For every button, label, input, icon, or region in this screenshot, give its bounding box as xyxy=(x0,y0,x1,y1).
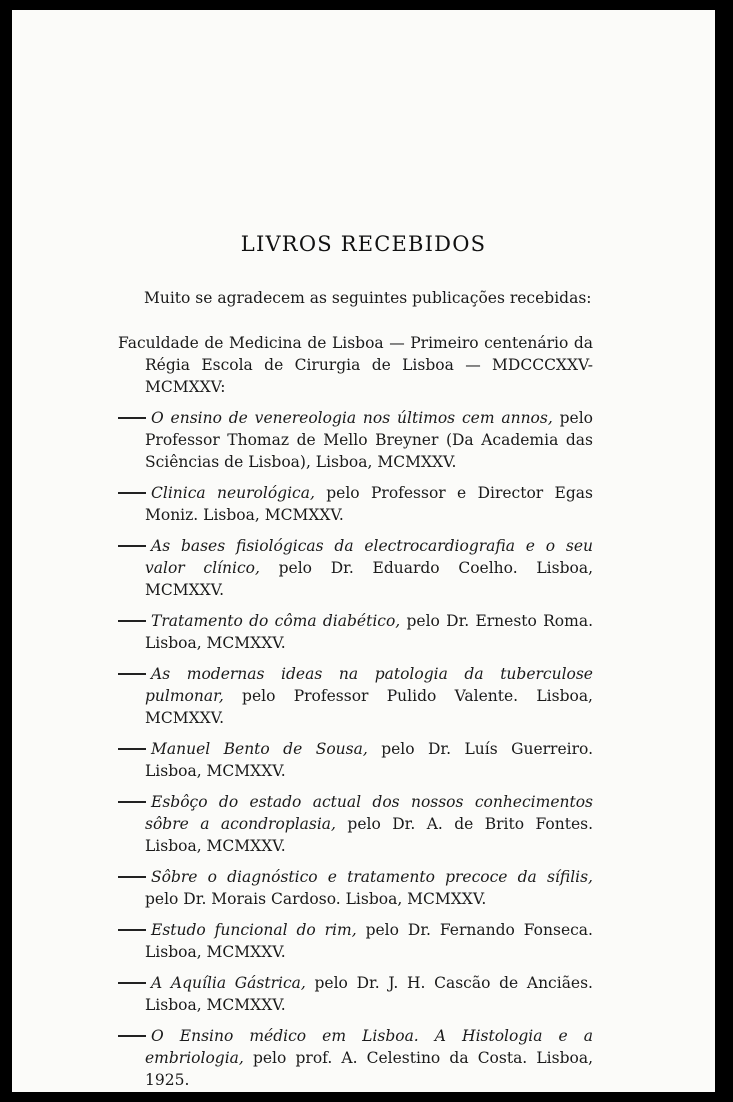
entry-text: pelo Professor e Director Egas Moniz. Lisboa, MCMXXV. xyxy=(145,484,593,524)
list-item xyxy=(118,1025,593,1091)
list-item xyxy=(118,535,593,601)
dash-rule xyxy=(118,417,146,419)
dash-rule xyxy=(118,876,146,878)
entry-text: pelo Dr. J. H. Cascão de Anciães. Lisboa, MCMXXV. xyxy=(145,974,593,1014)
list-item xyxy=(118,866,593,910)
list-item xyxy=(118,972,593,1016)
entry-title: Esbôço do estado actual dos nossos conhecimentos sôbre a acondroplasia, xyxy=(145,793,593,833)
entry-title: Manuel Bento de Sousa, xyxy=(151,740,368,758)
dash-rule xyxy=(118,545,146,547)
entry-title: A Aquília Gástrica, xyxy=(151,974,306,992)
list-item xyxy=(118,919,593,963)
list-item xyxy=(118,482,593,526)
dash-rule xyxy=(118,492,146,494)
list-item xyxy=(118,332,593,398)
dash-rule xyxy=(118,982,146,984)
publication-list xyxy=(118,332,593,1091)
entry-text: pelo Dr. Morais Cardoso. Lisboa, MCMXXV. xyxy=(145,890,487,908)
entry-text: pelo Dr. Ernesto Roma. Lisboa, MCMXXV. xyxy=(145,612,593,652)
intro-text: Muito se agradecem as seguintes publicações recebidas: xyxy=(144,289,592,307)
entry-text: pelo Dr. A. de Brito Fontes. Lisboa, MCMXXV. xyxy=(145,815,593,855)
entry-title: O ensino de venereologia nos últimos cem annos, xyxy=(151,409,553,427)
entry-text: pelo Professor Thomaz de Mello Breyner (Da Academia das Sciências de Lisboa), Lisboa, MCMXXV. xyxy=(145,409,593,471)
list-item xyxy=(118,407,593,473)
entry-title: Clinica neurológica, xyxy=(151,484,315,502)
list-item xyxy=(118,663,593,729)
entry-title: Estudo funcional do rim, xyxy=(151,921,357,939)
entry-text: pelo Dr. Luís Guerreiro. Lisboa, MCMXXV. xyxy=(145,740,593,780)
entry-title: Tratamento do côma diabético, xyxy=(151,612,401,630)
entry-text: pelo Dr. Fernando Fonseca. Lisboa, MCMXXV. xyxy=(145,921,593,961)
entry-title: As modernas ideas na patologia da tuberculose pulmonar, xyxy=(145,665,593,705)
dash-rule xyxy=(118,673,146,675)
list-item xyxy=(118,791,593,857)
entry-title: Sôbre o diagnóstico e tratamento precoce da sífilis, xyxy=(151,868,593,886)
list-item xyxy=(118,610,593,654)
dash-rule xyxy=(118,1035,146,1037)
dash-rule xyxy=(118,748,146,750)
page-title: LIVROS RECEBIDOS xyxy=(240,232,487,256)
document-page xyxy=(12,10,715,1092)
entry-text: pelo Dr. Eduardo Coelho. Lisboa, MCMXXV. xyxy=(145,559,593,599)
entry-title: O Ensino médico em Lisboa. A Histologia e a embriologia, xyxy=(145,1027,593,1067)
dash-rule xyxy=(118,801,146,803)
dash-rule xyxy=(118,620,146,622)
dash-rule xyxy=(118,929,146,931)
entry-text: Faculdade de Medicina de Lisboa — Primeiro centenário da Régia Escola de Cirurgia de Lisboa — MDCCCXXV-MCMXXV: xyxy=(118,334,593,396)
entry-text: pelo Professor Pulido Valente. Lisboa, MCMXXV. xyxy=(145,687,593,727)
list-item xyxy=(118,738,593,782)
entry-text: pelo prof. A. Celestino da Costa. Lisboa, 1925. xyxy=(145,1049,593,1089)
entry-title: As bases fisiológicas da electrocardiografia e o seu valor clínico, xyxy=(145,537,593,577)
